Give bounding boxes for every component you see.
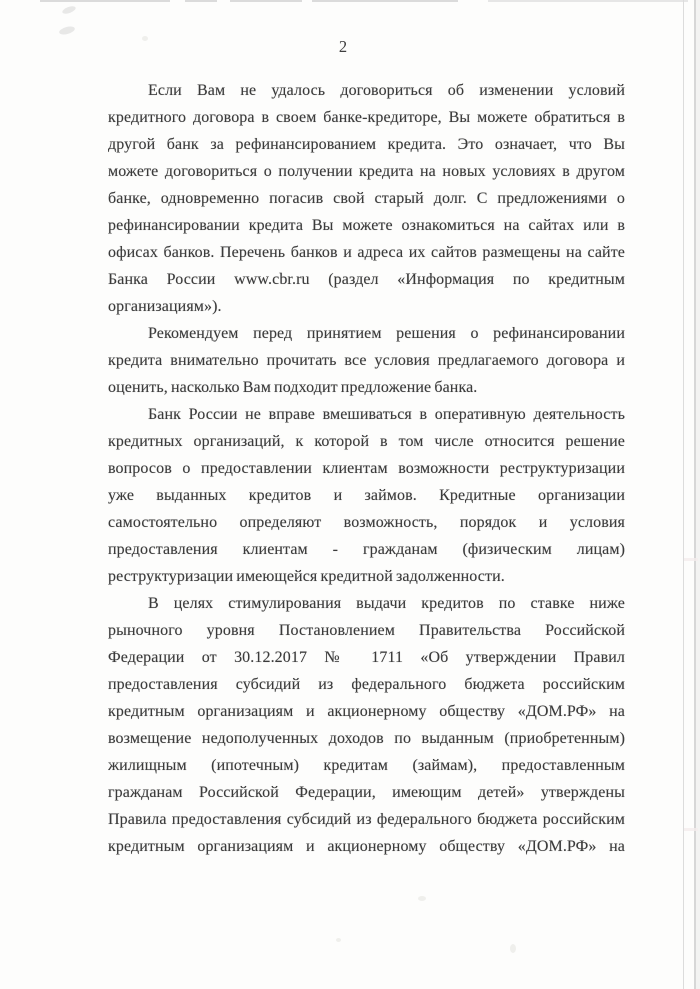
scan-smudge [61, 5, 76, 15]
text-line: Банка России www.cbr.ru (раздел «Информация по кредитным [108, 271, 625, 288]
text-line: гражданам Российской Федерации, имеющим детей» утверждены [108, 784, 625, 801]
text-line: Правила предоставления субсидий из федерального бюджета российским [108, 811, 625, 828]
text-line: оценить, насколько Вам подходит предложение банка. [108, 379, 478, 396]
scan-streak [684, 558, 698, 561]
text-line: уже выданных кредитов и займов. Кредитные организации [108, 487, 625, 504]
text-line: Банк России не вправе вмешиваться в оперативную деятельность [148, 406, 625, 423]
text-line: самостоятельно определяют возможность, порядок и условия [108, 514, 625, 531]
text-line: кредитным организациям и акционерному обществу «ДОМ.РФ» на [108, 838, 625, 855]
text-line: кредитного договора в своем банке-кредиторе, Вы можете обратиться в [108, 109, 625, 126]
text-line: можете договориться о получении кредита на новых условиях в другом [108, 163, 625, 180]
text-line: офисах банков. Перечень банков и адреса их сайтов размещены на сайте [108, 244, 625, 261]
text-line: возмещение недополученных доходов по выданным (приобретенным) [108, 730, 625, 747]
scan-edge-top-segment [230, 0, 302, 2]
text-line: реструктуризации имеющейся кредитной задолженности. [108, 568, 505, 585]
text-line: рефинансировании кредита Вы можете ознакомиться на сайтах или в [108, 217, 625, 234]
scan-edge-top-segment [312, 0, 458, 2]
paragraph [108, 401, 625, 590]
text-line: предоставления субсидий из федерального бюджета российским [108, 676, 625, 693]
paragraph [108, 320, 625, 401]
text-line: В целях стимулирования выдачи кредитов по ставке ниже [148, 595, 625, 612]
scan-speck [510, 944, 516, 953]
text-line: банке, одновременно погасив свой старый долг. С предложениями о [108, 190, 625, 207]
scan-vertical-line [683, 0, 684, 989]
scan-edge-top-segment [185, 0, 217, 2]
text-line: кредита внимательно прочитать все условия предлагаемого договора и [108, 352, 625, 369]
text-line: предоставления клиентам - гражданам (физическим лицам) [108, 541, 625, 558]
page-number: 2 [338, 37, 348, 56]
text-line: кредитным организациям и акционерному обществу «ДОМ.РФ» на [108, 703, 625, 720]
text-line: Рекомендуем перед принятием решения о рефинансировании [148, 325, 625, 342]
paragraph [108, 77, 625, 320]
text-line: кредитных организаций, к которой в том числе относится решение [108, 433, 625, 450]
text-line: жилищным (ипотечным) кредитам (займам), предоставленным [108, 757, 625, 774]
text-line: Федерации от 30.12.2017 № 1711 «Об утверждении Правил [108, 649, 625, 666]
scan-edge-top-segment [40, 0, 170, 2]
scan-smudge [58, 25, 75, 36]
text-line: организациям»). [108, 298, 222, 315]
scan-speck [418, 896, 426, 901]
text-line: рыночного уровня Постановлением Правительства Российской [108, 622, 625, 639]
text-line: вопросов о предоставлении клиентам возможности реструктуризации [108, 460, 625, 477]
scan-right-edge [696, 0, 700, 989]
scan-streak [684, 828, 698, 831]
paragraph [108, 590, 625, 860]
scan-vertical-edge-line [694, 0, 696, 989]
scan-edge-top-segment [488, 0, 688, 2]
text-line: Если Вам не удалось договориться об изменении условий [148, 82, 625, 99]
scan-speck [336, 938, 341, 942]
text-line: другой банк за рефинансированием кредита. Это означает, что Вы [108, 136, 625, 153]
document-text [108, 77, 625, 860]
